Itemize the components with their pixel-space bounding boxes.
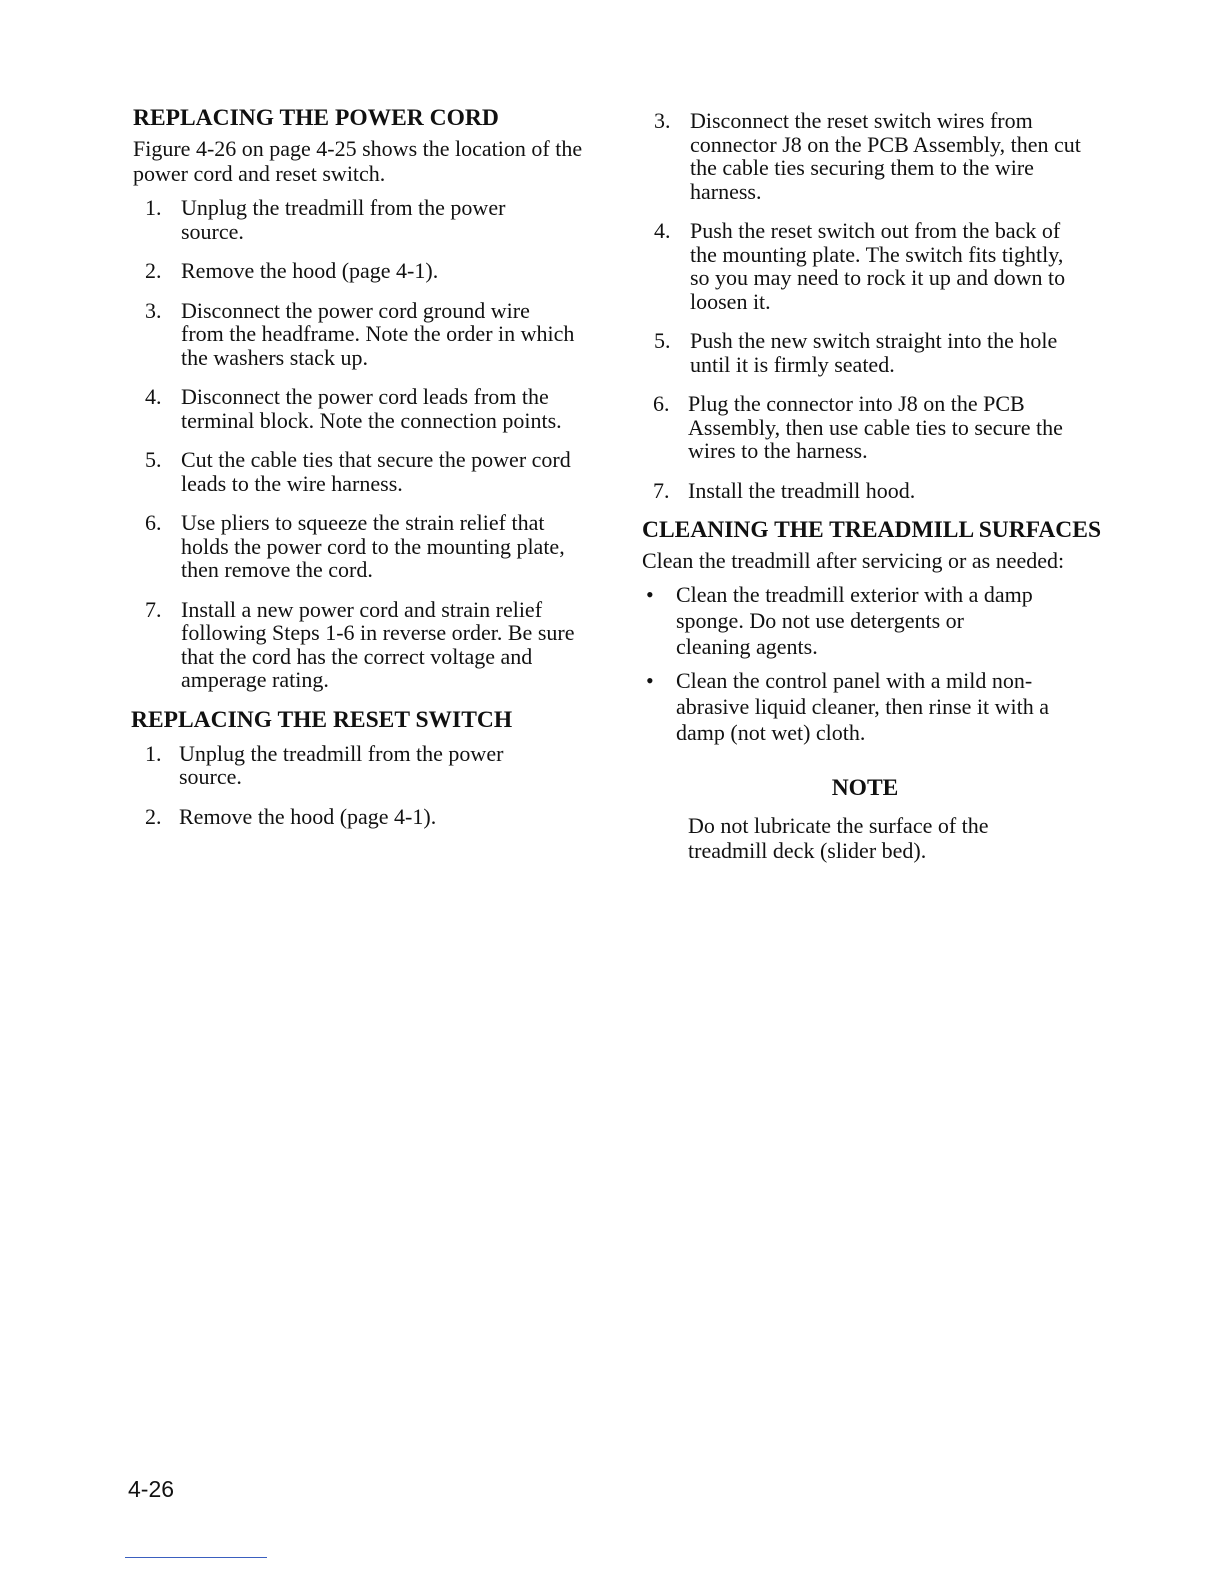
step-text: Disconnect the reset switch wires from connector J8 on the PCB Assembly, then cut the cable ties securing them to the wire harness. <box>690 108 1081 204</box>
reset-switch-step <box>640 219 1120 313</box>
power-cord-step <box>133 511 603 582</box>
step-number: 7. <box>145 596 162 622</box>
power-cord-step <box>133 196 603 243</box>
power-cord-intro: Figure 4-26 on page 4-25 shows the location of the power cord and reset switch. <box>133 136 583 186</box>
reset-switch-step <box>133 805 603 829</box>
step-number: 2. <box>145 803 162 829</box>
step-text: Push the reset switch out from the back of the mounting plate. The switch fits tightly, so you may need to rock it up and down to loosen it. <box>690 218 1066 314</box>
step-number: 1. <box>145 195 162 220</box>
step-text: Disconnect the power cord ground wire from the headframe. Note the order in which the washers stack up. <box>181 297 575 370</box>
cleaning-bullet <box>640 668 1120 746</box>
step-number: 6. <box>145 510 162 535</box>
power-cord-step <box>133 448 603 495</box>
step-number: 7. <box>653 477 670 503</box>
step-text: Push the new switch straight into the hole until it is firmly seated. <box>690 328 1058 377</box>
right-column <box>640 109 1120 863</box>
power-cord-step <box>133 299 603 370</box>
step-text: Cut the cable ties that secure the power cord leads to the wire harness. <box>181 447 571 496</box>
reset-switch-steps-part2 <box>640 109 1120 502</box>
power-cord-step <box>133 259 603 283</box>
reset-switch-step <box>640 392 1120 463</box>
footer-rule <box>125 1557 267 1558</box>
step-number: 5. <box>654 328 671 353</box>
power-cord-step <box>133 385 603 432</box>
reset-switch-step <box>640 329 1120 376</box>
step-number: 2. <box>145 258 162 283</box>
reset-switch-step <box>640 109 1120 203</box>
reset-switch-steps-part1 <box>133 742 603 829</box>
step-text: Disconnect the power cord leads from the terminal block. Note the connection points. <box>181 384 562 433</box>
step-number: 4. <box>145 384 162 409</box>
step-number: 5. <box>145 447 162 472</box>
step-text: Install the treadmill hood. <box>688 477 916 503</box>
bullet-text: Clean the control panel with a mild non-abrasive liquid cleaner, then rinse it with a damp (not wet) cloth. <box>676 668 1049 745</box>
note-body: Do not lubricate the surface of the treadmill deck (slider bed). <box>688 813 989 863</box>
cleaning-heading: CLEANING THE TREADMILL SURFACES <box>642 517 1102 543</box>
cleaning-bullet <box>640 582 1120 660</box>
page-number: 4-26 <box>128 1476 175 1502</box>
bullet-text: Clean the treadmill exterior with a damp sponge. Do not use detergents or cleaning agents. <box>676 582 1033 659</box>
left-column <box>133 104 603 828</box>
bullet-mark: • <box>646 582 654 607</box>
step-text: Remove the hood (page 4-1). <box>179 803 437 829</box>
cleaning-intro: Clean the treadmill after servicing or as needed: <box>642 548 1065 573</box>
step-number: 1. <box>145 740 162 766</box>
cleaning-bullets <box>640 582 1120 746</box>
step-text: Install a new power cord and strain relief following Steps 1-6 in reverse order. Be sure that the cord has the correct voltage and amperage rating. <box>181 596 575 692</box>
step-number: 6. <box>653 391 670 416</box>
power-cord-step <box>133 598 603 692</box>
step-text: Unplug the treadmill from the power source. <box>181 195 506 244</box>
power-cord-steps <box>133 196 603 692</box>
step-text: Unplug the treadmill from the power source. <box>179 740 504 789</box>
reset-switch-step <box>640 479 1120 503</box>
power-cord-heading: REPLACING THE POWER CORD <box>133 105 499 131</box>
step-number: 4. <box>654 218 671 243</box>
step-text: Use pliers to squeeze the strain relief that holds the power cord to the mounting plate, then remove the cord. <box>181 510 565 582</box>
reset-switch-step <box>133 742 603 789</box>
reset-switch-heading: REPLACING THE RESET SWITCH <box>131 706 513 733</box>
step-number: 3. <box>654 108 671 133</box>
bullet-mark: • <box>646 668 654 693</box>
note-title: NOTE <box>831 775 899 801</box>
step-text: Remove the hood (page 4-1). <box>181 258 439 283</box>
step-text: Plug the connector into J8 on the PCB Assembly, then use cable ties to secure the wires to the harness. <box>688 391 1063 463</box>
step-number: 3. <box>145 297 162 323</box>
